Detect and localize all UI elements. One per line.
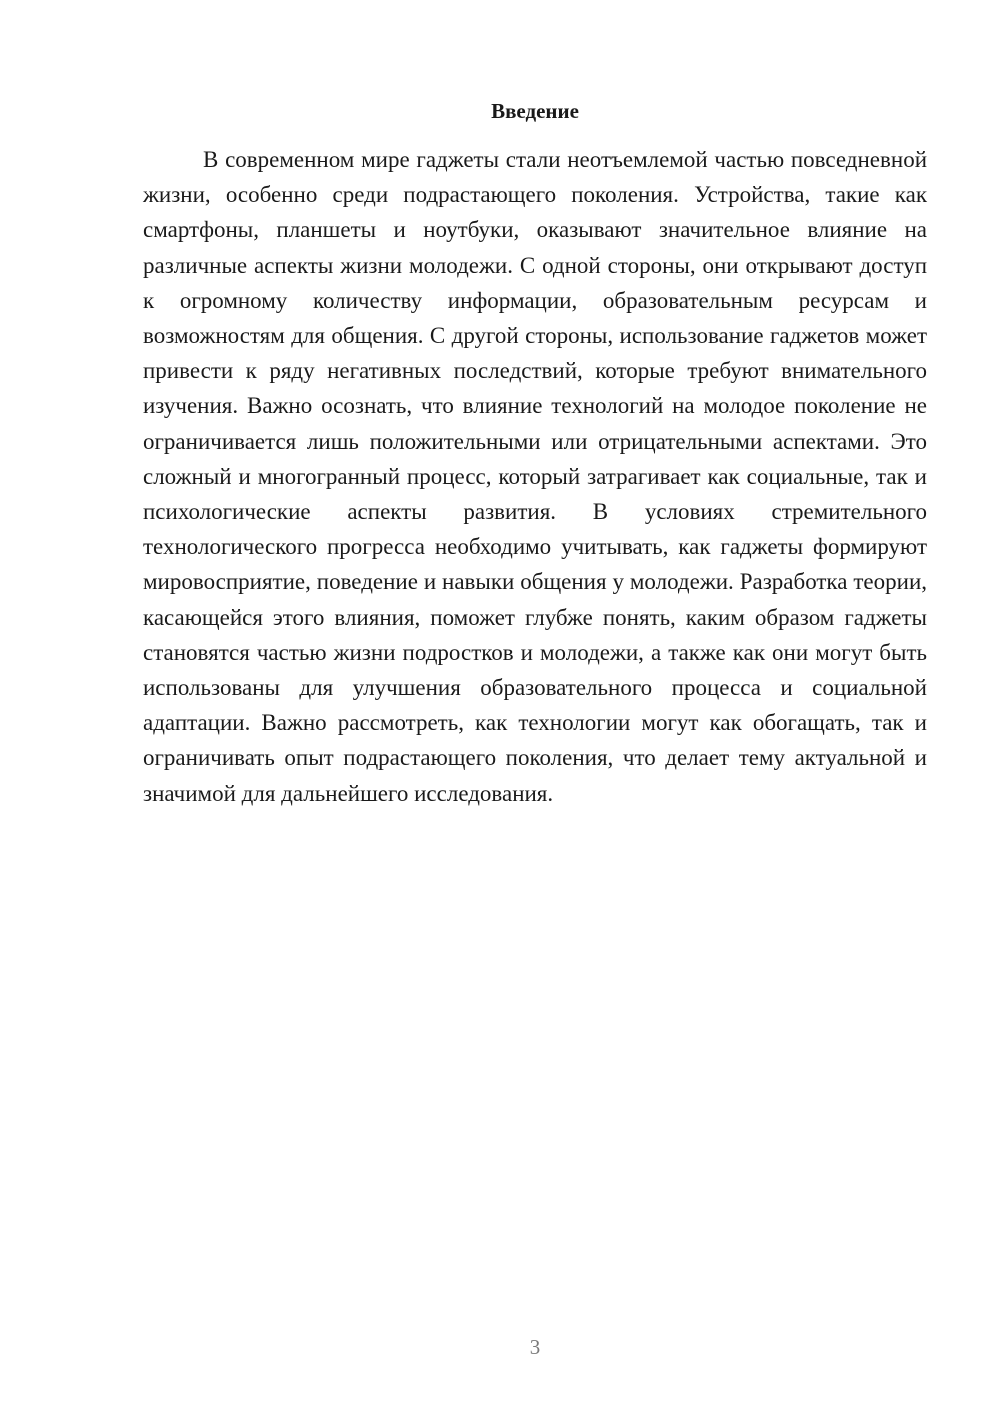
- section-heading: Введение: [491, 99, 579, 123]
- page-number: 3: [529, 1335, 541, 1359]
- introduction-paragraph: В современном мире гаджеты стали неотъемлемой частью повседневной жизни, особенно среди подрастающего поколения. Устройства, такие как смартфоны, планшеты и ноутбуки, оказывают значительное влияние на различные аспекты жизни молодежи. С одной стороны, они открывают доступ к огромному количеству информации, образовательным ресурсам и возможностям для общения. С другой стороны, использование гаджетов может привести к ряду негативных последствий, которые требуют внимательного изучения. Важно осознать, что влияние технологий на молодое поколение не ограничивается лишь положительными или отрицательными аспектами. Это сложный и многогранный процесс, который затрагивает как социальные, так и психологические аспекты развития. В условиях стремительного технологического прогресса необходимо учитывать, как гаджеты формируют мировосприятие, поведение и навыки общения у молодежи. Разработка теории, касающейся этого влияния, поможет глубже понять, каким образом гаджеты становятся частью жизни подростков и молодежи, а также как они могут быть использованы для улучшения образовательного процесса и социальной адаптации. Важно рассмотреть, как технологии могут как обогащать, так и ограничивать опыт подрастающего поколения, что делает тему актуальной и значимой для дальнейшего исследования.: [143, 147, 927, 806]
